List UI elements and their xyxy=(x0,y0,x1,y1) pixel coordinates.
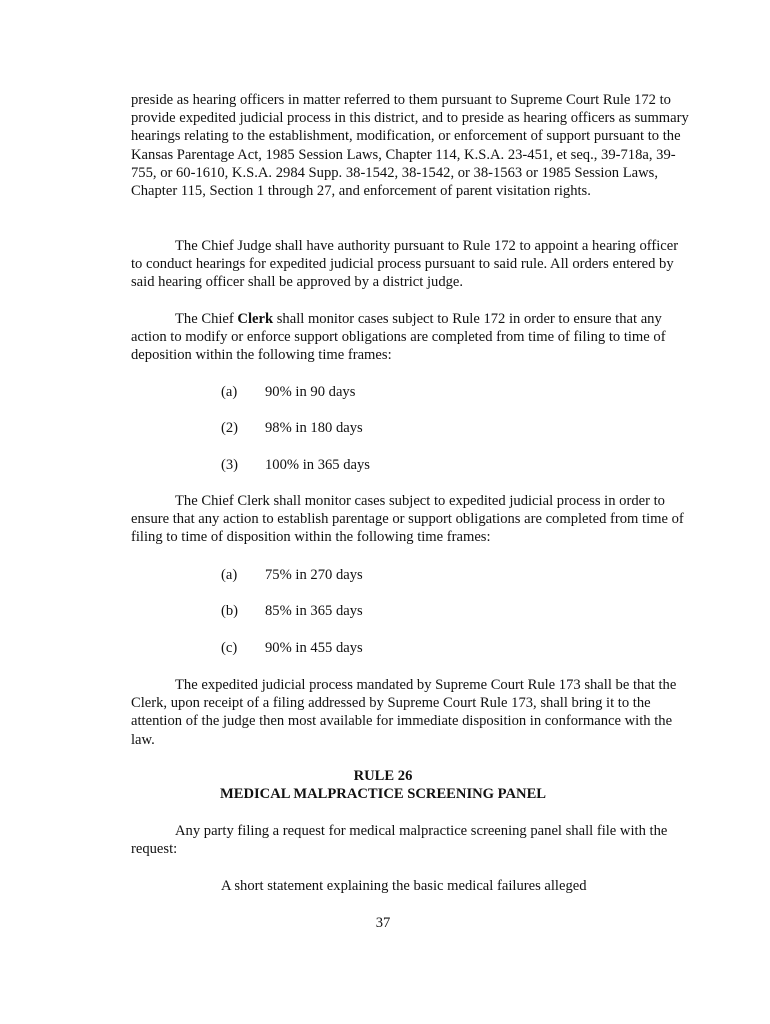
list-item-text: 85% in 365 days xyxy=(265,603,363,619)
list-item-label: (3) xyxy=(221,457,239,473)
section-heading-title: MEDICAL MALPRACTICE SCREENING PANEL xyxy=(219,786,547,802)
list-item xyxy=(221,602,363,620)
section-heading-rule: RULE 26 xyxy=(353,768,413,784)
list-item-label: (a) xyxy=(221,384,238,400)
list-item-text: 90% in 455 days xyxy=(265,640,363,656)
list-item-text: 75% in 270 days xyxy=(265,567,363,583)
paragraph-prefix: The Chief xyxy=(175,311,238,327)
list-item-text: 100% in 365 days xyxy=(265,457,370,473)
list-item-label: (c) xyxy=(221,640,238,656)
list-item-text: 98% in 180 days xyxy=(265,420,363,436)
list-item xyxy=(221,456,370,474)
paragraph-hearing-officers: preside as hearing officers in matter referred to them pursuant to Supreme Court Rule 172 to provide expedited judicial process in this district, and to preside as hearing officers as summary hearings relating to the establishment, modification, or enforcement of support pursuant to the Kansas Parentage Act, 1985 Session Laws, Chapter 114, K.S.A. 23-451, et seq., 39-718a, 39-755, or 60-1610, K.S.A. 2984 Supp. 38-1542, 38-1542, or 38-1563 or 1985 Session Laws, Chapter 115, Section 1 through 27, and enforcement of parent visitation rights. xyxy=(131,92,689,200)
bold-word-clerk: Clerk xyxy=(237,311,274,327)
list-item-text: 90% in 90 days xyxy=(265,384,356,400)
paragraph-chief-clerk-parentage: The Chief Clerk shall monitor cases subject to expedited judicial process in order to ensure that any action to establish parentage or support obligations are completed from time of filing to time of disposition within the following time frames: xyxy=(131,493,684,546)
list-item-label: (a) xyxy=(221,567,238,583)
list-item xyxy=(221,566,363,584)
list-item xyxy=(221,419,363,437)
page-number: 37 xyxy=(375,915,391,931)
list-item-label: (b) xyxy=(221,603,239,619)
paragraph-expedited-process: The expedited judicial process mandated by Supreme Court Rule 173 shall be that the Clerk, upon receipt of a filing addressed by Supreme Court Rule 173, shall bring it to the attention of the judge then most available for immediate disposition in conformance with the law. xyxy=(131,677,677,748)
paragraph-chief-clerk-support xyxy=(131,310,691,365)
paragraph-screening-request: Any party filing a request for medical malpractice screening panel shall file with the request: xyxy=(131,823,668,858)
list-item xyxy=(221,639,363,657)
paragraph-chief-judge-authority: The Chief Judge shall have authority pursuant to Rule 172 to appoint a hearing officer to conduct hearings for expedited judicial process pursuant to said rule. All orders entered by said hearing officer shall be approved by a district judge. xyxy=(131,238,679,291)
paragraph-suffix: shall monitor cases subject to Rule 172 in order to ensure that any action to modify or enforce support obligations are completed from time of filing to time of deposition within the following time frames: xyxy=(131,311,666,364)
list-item-label: (2) xyxy=(221,420,239,436)
statement-line: A short statement explaining the basic medical failures alleged xyxy=(221,878,587,894)
list-item xyxy=(221,383,355,401)
